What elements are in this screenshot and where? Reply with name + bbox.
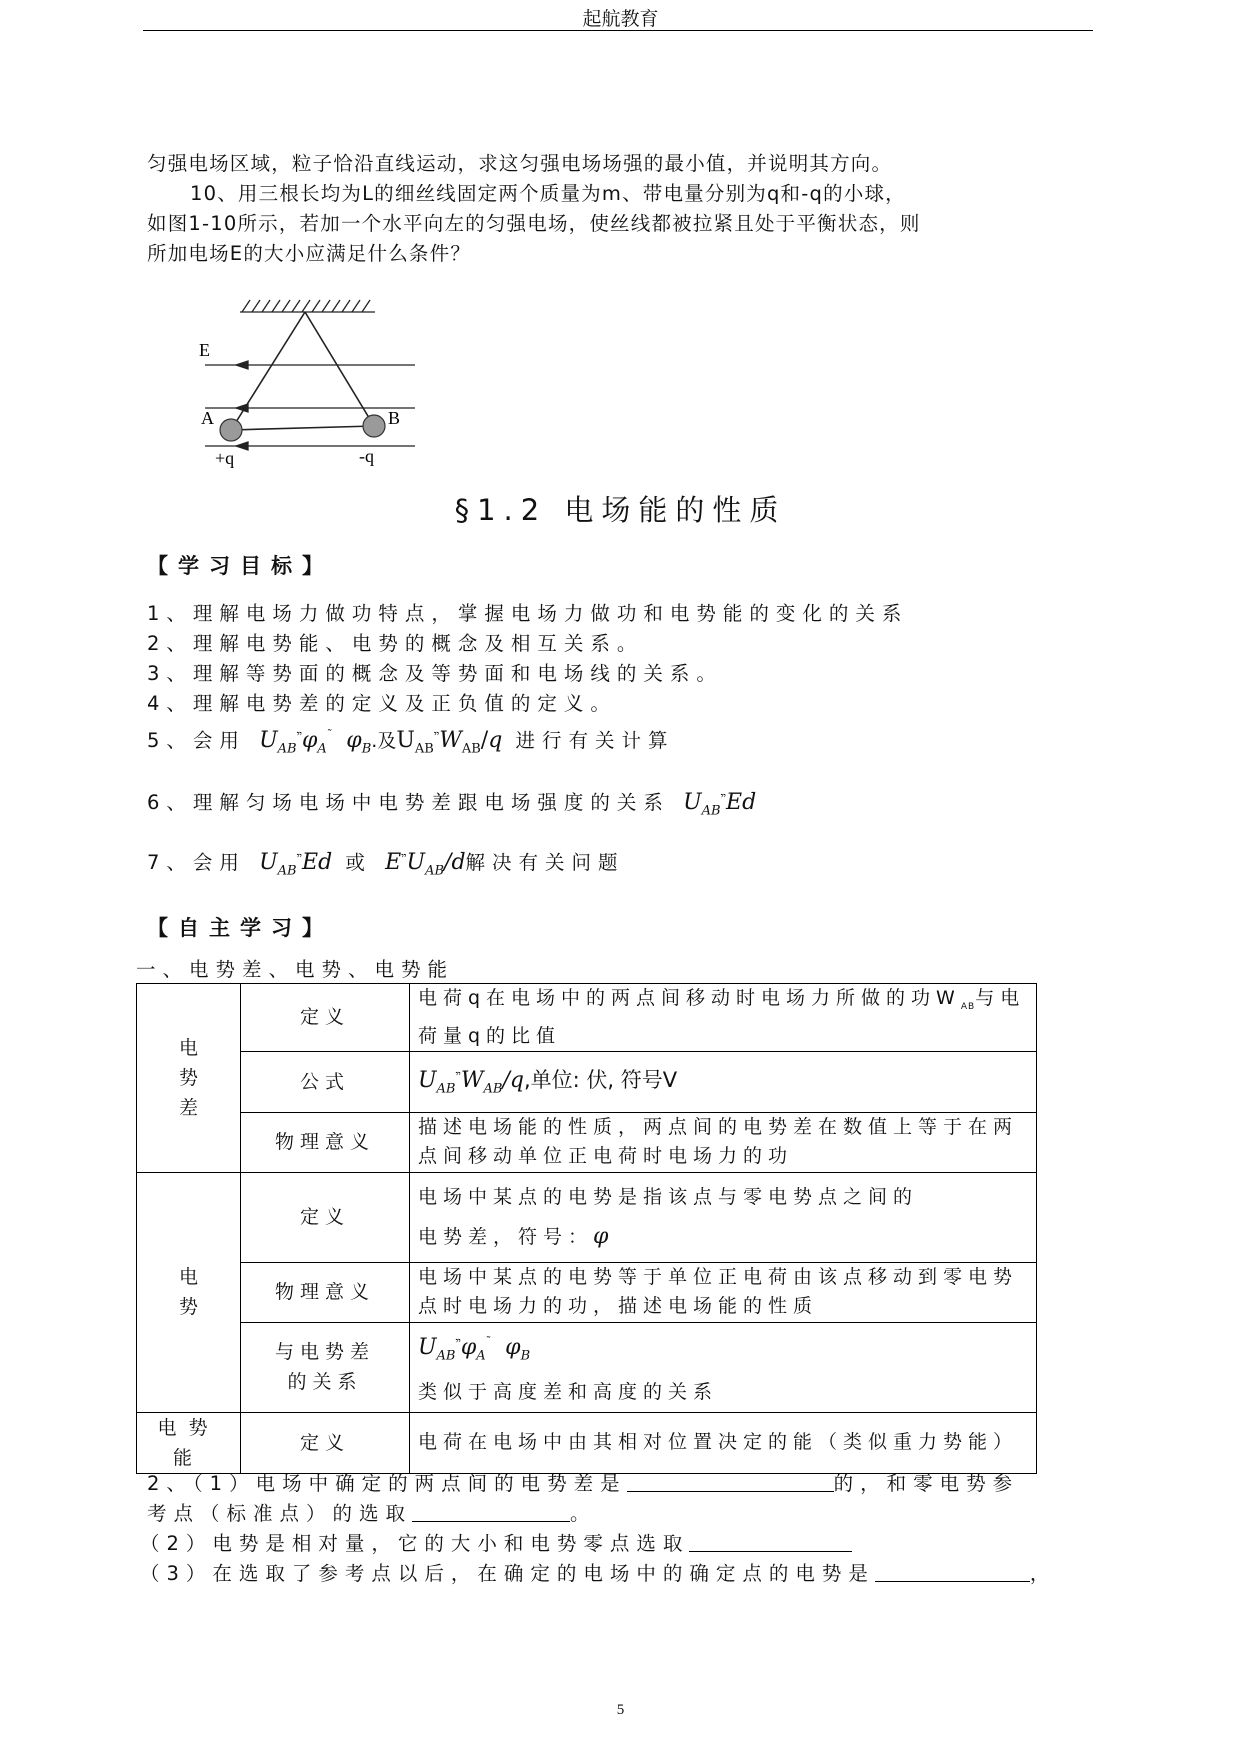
cell-relation-label: 与电势差的关系 <box>241 1322 410 1412</box>
objective-item: 2、理解电势能、电势的概念及相互关系。 <box>147 632 644 655</box>
concept-table <box>136 983 1037 1474</box>
objective-7-suffix: 解决有关问题 <box>465 851 625 874</box>
header-title: 起航教育 <box>582 8 659 30</box>
cell-formula-label: 公式 <box>241 1051 410 1112</box>
phi-symbol: φ <box>593 1224 609 1250</box>
objective-5-suffix: 进行有关计算 <box>515 729 675 752</box>
formula-u-ab-phi: $U_{AB}^ײ\varphi_A^˜$ $\varphi_B$ <box>259 728 372 757</box>
section-title: §1.2 电场能的性质 <box>454 493 787 527</box>
objective-item-7 <box>147 847 625 878</box>
question-2-part-1-cont: 考点（标准点）的选取 。 <box>147 1502 597 1525</box>
charge-a-label: +q <box>215 448 235 468</box>
cell-potential-diff-definition: 电荷q在电场中的两点间移动时电场力所做的功$W_{AB}$与电荷量q的比值 <box>410 984 1037 1052</box>
objective-item: 4、理解电势差的定义及正负值的定义。 <box>147 692 617 715</box>
formula-u-phi-table: $U_{AB}^ײ\varphi_A^˜$ $\varphi_B$ <box>418 1335 531 1364</box>
intro-line-3: 如图1-10所示，若加一个水平向左的匀强电场，使丝线都被拉紧且处于平衡状态，则 <box>147 212 921 235</box>
header-rule <box>143 30 1093 31</box>
cell-energy-definition: 电荷在电场中由其相对位置决定的能（类似重力势能） <box>410 1412 1037 1473</box>
answer-blank[interactable] <box>627 1473 834 1492</box>
ceiling-hatch <box>240 300 375 312</box>
intro-line-4: 所加电场E的大小应满足什么条件？ <box>147 242 472 265</box>
formula-u-ab-w: $U_{AB}^ײW_{AB}/q$ <box>396 728 503 757</box>
objective-item: 1、理解电场力做功特点，掌握电场力做功和电势能的变化的关系 <box>147 602 909 625</box>
threads <box>231 312 374 430</box>
ball-a-label: A <box>201 408 214 428</box>
objective-5-prefix: 5、会用 <box>147 729 246 752</box>
objective-6-prefix: 6、理解匀场电场中电势差跟电场强度的关系 <box>147 791 670 814</box>
answer-blank[interactable] <box>412 1503 570 1522</box>
objective-7-mid: 或 <box>345 851 372 874</box>
cell-potential-definition: 电场中某点的电势是指该点与零电势点之间的 电势差，符号：φ <box>410 1172 1037 1262</box>
formula-u-ab-w-table: $U_{AB}^ײW_{AB}/q$ <box>418 1068 524 1097</box>
table-row <box>137 1262 1037 1322</box>
page-number: 5 <box>616 1702 625 1718</box>
table-row <box>137 1051 1037 1112</box>
intro-line-1: 匀强电场区域，粒子恰沿直线运动，求这匀强电场场强的最小值，并说明其方向。 <box>147 152 893 175</box>
charge-b-label: -q <box>359 446 374 466</box>
cell-definition-label: 定义 <box>241 984 410 1052</box>
cell-potential-meaning: 电场中某点的电势等于单位正电荷由该点移动到零电势点时电场力的功，描述电场能的性质 <box>410 1262 1037 1322</box>
cell-definition-label: 定义 <box>241 1172 410 1262</box>
cell-formula: $U_{AB}^ײW_{AB}/q$,单位: 伏, 符号V <box>410 1051 1037 1112</box>
formula-u-ed-2: $U_{AB}^ײEd$ <box>259 850 333 879</box>
formula-u-ed: $U_{AB}^ײEd$ <box>683 790 757 819</box>
question-2-part-3: （3）在选取了参考点以后，在确定的电场中的确定点的电势是 ， <box>140 1562 1057 1585</box>
figure-1-10 <box>185 290 425 480</box>
row-label-energy: 电势能 <box>137 1412 241 1473</box>
answer-blank[interactable] <box>875 1563 1030 1582</box>
cell-meaning-label: 物理意义 <box>241 1262 410 1322</box>
objective-item-6 <box>147 787 756 818</box>
cell-potential-diff-meaning: 描述电场能的性质，两点间的电势差在数值上等于在两点间移动单位正电荷时电场力的功 <box>410 1112 1037 1172</box>
self-study-heading: 【自主学习】 <box>147 916 333 940</box>
objectives-heading: 【学习目标】 <box>147 554 333 578</box>
self-study-subheading: 一、电势差、电势、电势能 <box>136 958 455 981</box>
table-row <box>137 984 1037 1052</box>
field-label-e: E <box>199 340 210 360</box>
cell-potential-relation: $U_{AB}^ײ\varphi_A^˜$ $\varphi_B$ 类似于高度差和高度的关系 <box>410 1322 1037 1412</box>
cell-definition-label: 定义 <box>241 1412 410 1473</box>
row-label-potential-diff: 电势差 <box>137 984 241 1173</box>
ball-b <box>363 415 385 437</box>
objective-7-prefix: 7、会用 <box>147 851 246 874</box>
ball-a <box>220 419 242 441</box>
cell-meaning-label: 物理意义 <box>241 1112 410 1172</box>
answer-blank[interactable] <box>689 1533 852 1552</box>
row-label-potential: 电势 <box>137 1172 241 1412</box>
table-row <box>137 1412 1037 1473</box>
formula-e-ud: $E^ײU_{AB}/d$ <box>385 850 466 879</box>
objective-item-5: 5、会用 $U_{AB}^ײ\varphi_A^˜$ $\varphi_B$.及$U_{AB}^ײW_{AB}/q$ 进行有关计算 <box>147 728 675 757</box>
question-2-part-1: 2、（1）电场中确定的两点间的电势差是 的，和零电势参 <box>147 1472 1020 1495</box>
table-row <box>137 1172 1037 1262</box>
intro-line-2: 10、用三根长均为L的细丝线固定两个质量为m、带电量分别为q和-q的小球， <box>190 182 906 205</box>
table-row <box>137 1112 1037 1172</box>
table-row <box>137 1322 1037 1412</box>
objective-item: 3、理解等势面的概念及等势面和电场线的关系。 <box>147 662 723 685</box>
ball-b-label: B <box>388 408 401 428</box>
question-2-part-2: （2）电势是相对量，它的大小和电势零点选取 <box>140 1528 852 1556</box>
